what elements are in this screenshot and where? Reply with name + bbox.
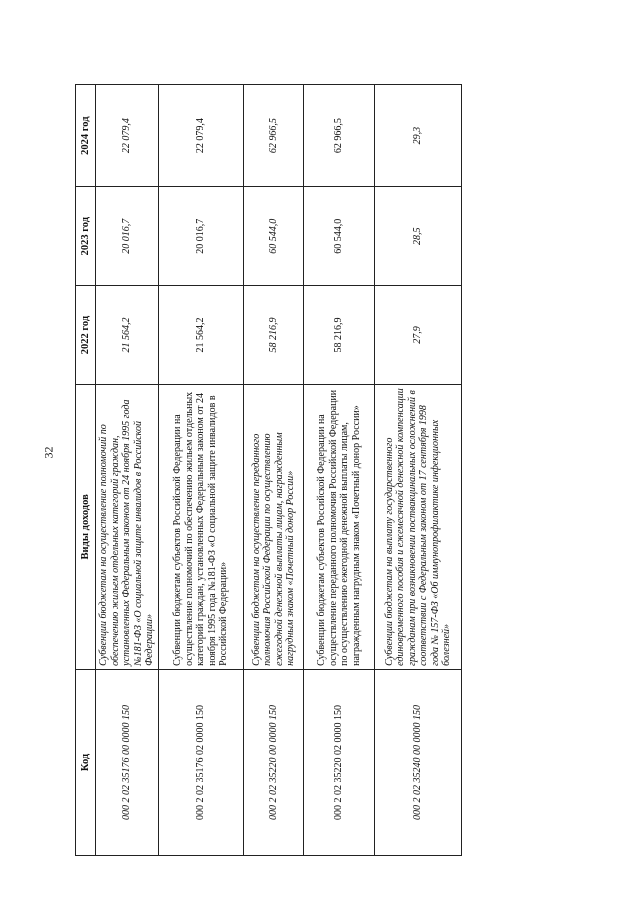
row-value-2022: 27,9 [375,286,462,385]
row-code: 000 2 02 35176 00 0000 150 [96,669,159,855]
row-code: 000 2 02 35220 02 0000 150 [304,669,375,855]
row-value-2024: 29,3 [375,85,462,187]
rotated-table-container [75,84,482,856]
page-number: 32 [41,446,56,459]
table-row [96,85,159,856]
row-value-2024: 22 079,4 [159,85,244,187]
row-value-2023: 60 544,0 [244,187,304,286]
row-description: Субвенции бюджетам субъектов Российской Федерации на осуществление переданного полномочия Российской Федерации по осуществлению ежегодной денежной выплаты лицам, награжденным нагрудным знаком «Почетный донор России» [304,384,375,669]
row-description: Субвенции бюджетам на осуществление полномочий по обеспечению жильем отдельных категорий граждан, установленных Федеральным законом от 24 ноября 1995 года №181-ФЗ «О социальной защите инвалидов в Российской Федерации» [96,384,159,669]
table-row [159,85,244,856]
row-value-2024: 62 966,5 [244,85,304,187]
table-row [304,85,375,856]
row-description: Субвенции бюджетам субъектов Российской Федерации на осуществление полномочий по обеспечению жильем отдельных категорий граждан, установленных Федеральным законом от 24 ноября 1995 года №181-ФЗ «О социальной защите инвалидов в Российской Федерации» [159,384,244,669]
row-value-2022: 58 216,9 [304,286,375,385]
row-value-2024: 62 966,5 [304,85,375,187]
row-description: Субвенции бюджетам на осуществление переданного полномочия Российской Федерации по осуществлению ежегодной денежной выплаты лицам, награжденным нагрудным знаком «Почетный донор России» [244,384,304,669]
row-value-2022: 21 564,2 [159,286,244,385]
table-row [244,85,304,856]
header-2024: 2024 год [76,85,96,187]
header-2022: 2022 год [76,286,96,385]
row-code: 000 2 02 35240 00 0000 150 [375,669,462,855]
row-value-2024: 22 079,4 [96,85,159,187]
row-value-2023: 60 544,0 [304,187,375,286]
row-value-2023: 20 016,7 [159,187,244,286]
row-description: Субвенции бюджетам на выплату государственного единовременного пособия и ежемесячной денежной компенсации гражданам при возникновении поствакцинальных осложнений в соответствии с Федеральным законом от 17 сентября 1998 года № 157-ФЗ «Об иммунопрофилактике инфекционных болезней» [375,384,462,669]
row-code: 000 2 02 35176 02 0000 150 [159,669,244,855]
row-value-2023: 20 016,7 [96,187,159,286]
row-value-2022: 21 564,2 [96,286,159,385]
header-revenue-type: Виды доходов [76,384,96,669]
row-value-2022: 58 216,9 [244,286,304,385]
row-code: 000 2 02 35220 00 0000 150 [244,669,304,855]
table-row [375,85,462,856]
revenue-table [75,84,462,856]
rotated-table-content [75,84,482,856]
table-header-row [76,85,96,856]
header-code: Код [76,669,96,855]
row-value-2023: 28,5 [375,187,462,286]
header-2023: 2023 год [76,187,96,286]
